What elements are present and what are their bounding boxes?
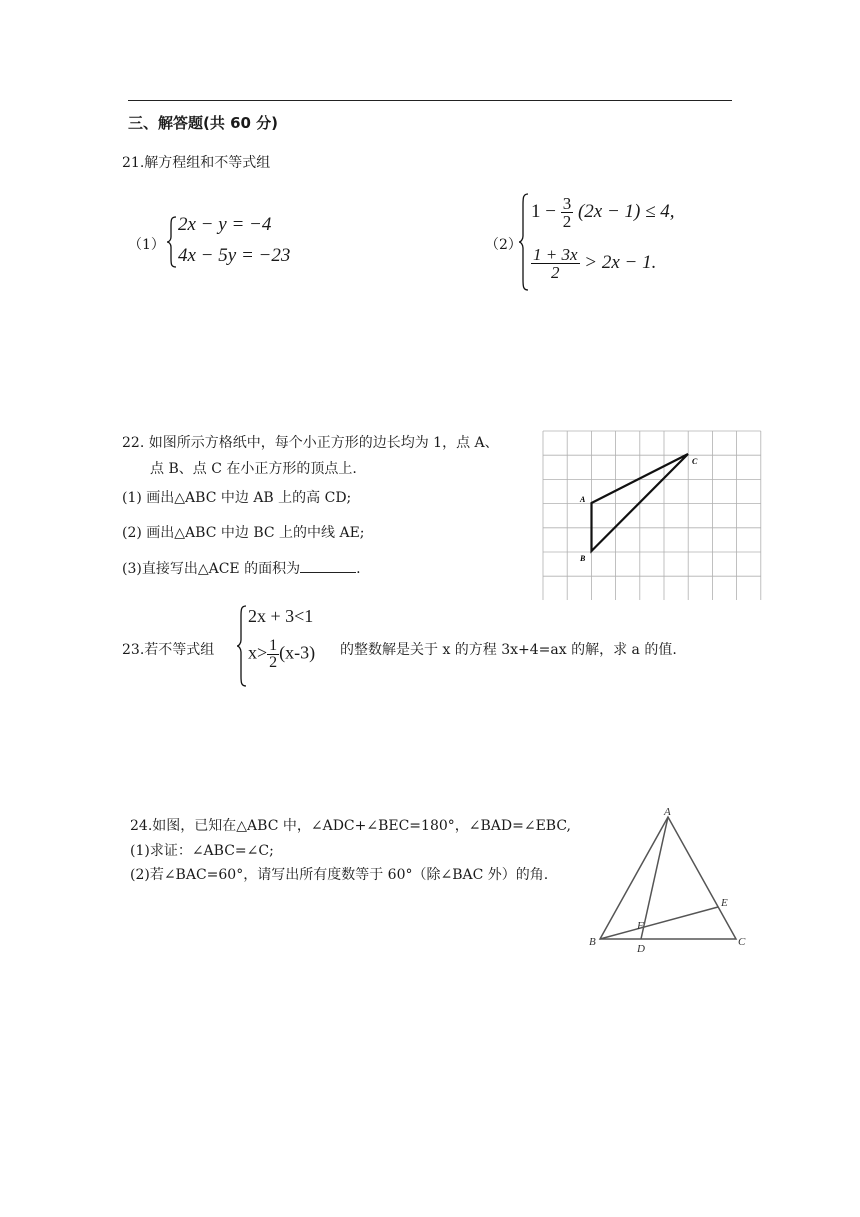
q24-line3: (2)若∠BAC=60°，请写出所有度数等于 60°（除∠BAC 外）的角. [130, 867, 549, 883]
q22-item3-end: . [356, 561, 361, 577]
label-c: C [738, 936, 746, 948]
label-e: E [721, 897, 728, 909]
q21-part2-line1-num: 3 [562, 194, 572, 213]
q21-part2-line1 [531, 195, 675, 230]
q23-prefix: 23.若不等式组 [122, 642, 215, 658]
label-c: C [692, 457, 698, 466]
q24-line1: 24.如图，已知在△ABC 中，∠ADC+∠BEC=180°，∠BAD=∠EBC, [130, 818, 572, 834]
q23-ineq2-den: 2 [269, 654, 278, 671]
q21-part1-eq1: 2x − y = −4 [178, 214, 272, 235]
q21-part2-line2 [531, 246, 656, 281]
q21-part2-line1-pre: 1 − [531, 200, 556, 222]
q22-item2: (2) 画出△ABC 中边 BC 上的中线 AE; [122, 525, 365, 541]
q21-part2-line2-num: 1 + 3x [533, 245, 578, 264]
label-f: F [637, 920, 644, 932]
q21-part2-line2-frac [531, 246, 580, 281]
q21-part1-brace [166, 216, 178, 268]
q22-item1: (1) 画出△ABC 中边 AB 上的高 CD; [122, 490, 352, 506]
q21-part2-line1-post: (2x − 1) ≤ 4, [577, 200, 675, 222]
section-title: 三、解答题(共 60 分) [128, 114, 279, 132]
q22-grid-figure [542, 430, 762, 600]
q23-ineq2-post: (x-3) [279, 642, 316, 663]
q21-part1-label: （1） [128, 237, 165, 253]
q23-ineq2-frac [267, 638, 279, 671]
header-rule [128, 100, 732, 101]
q22-item3-text: (3)直接写出△ACE 的面积为 [122, 561, 301, 577]
q21-part2-brace [518, 193, 530, 291]
q23-ineq2 [248, 638, 315, 671]
q21-part1-eq2: 4x − 5y = −23 [178, 245, 291, 266]
figure-lines [600, 817, 736, 939]
q22-line2: 点 B、点 C 在小正方形的顶点上. [150, 461, 357, 477]
q21-part2-line2-post: > 2x − 1. [584, 251, 657, 273]
q22-item3 [122, 558, 361, 578]
q23-suffix: 的整数解是关于 x 的方程 3x+4=ax 的解，求 a 的值. [340, 642, 677, 658]
answer-blank [300, 560, 356, 573]
label-a: A [664, 806, 671, 818]
q22-line1: 22. 如图所示方格纸中，每个小正方形的边长均为 1，点 A、 [122, 435, 499, 451]
q23-brace [236, 605, 248, 687]
q21-part2-label: （2） [485, 237, 522, 253]
q23-ineq2-num: 1 [269, 637, 278, 654]
q23-ineq1: 2x + 3<1 [248, 606, 314, 626]
label-a: A [580, 495, 586, 504]
q21-title: 21.解方程组和不等式组 [122, 155, 271, 171]
label-d: D [637, 943, 645, 955]
q23-ineq2-pre: x> [248, 642, 268, 663]
label-b: B [589, 936, 596, 948]
q21-part2-line2-den: 2 [551, 263, 560, 282]
q21-part2-line1-den: 2 [562, 212, 572, 231]
label-b: B [580, 554, 586, 563]
q24-line2: (1)求证：∠ABC=∠C; [130, 843, 274, 859]
q24-triangle-figure [588, 805, 758, 960]
grid-lines [543, 431, 761, 600]
q21-part2-line1-frac [561, 195, 574, 230]
